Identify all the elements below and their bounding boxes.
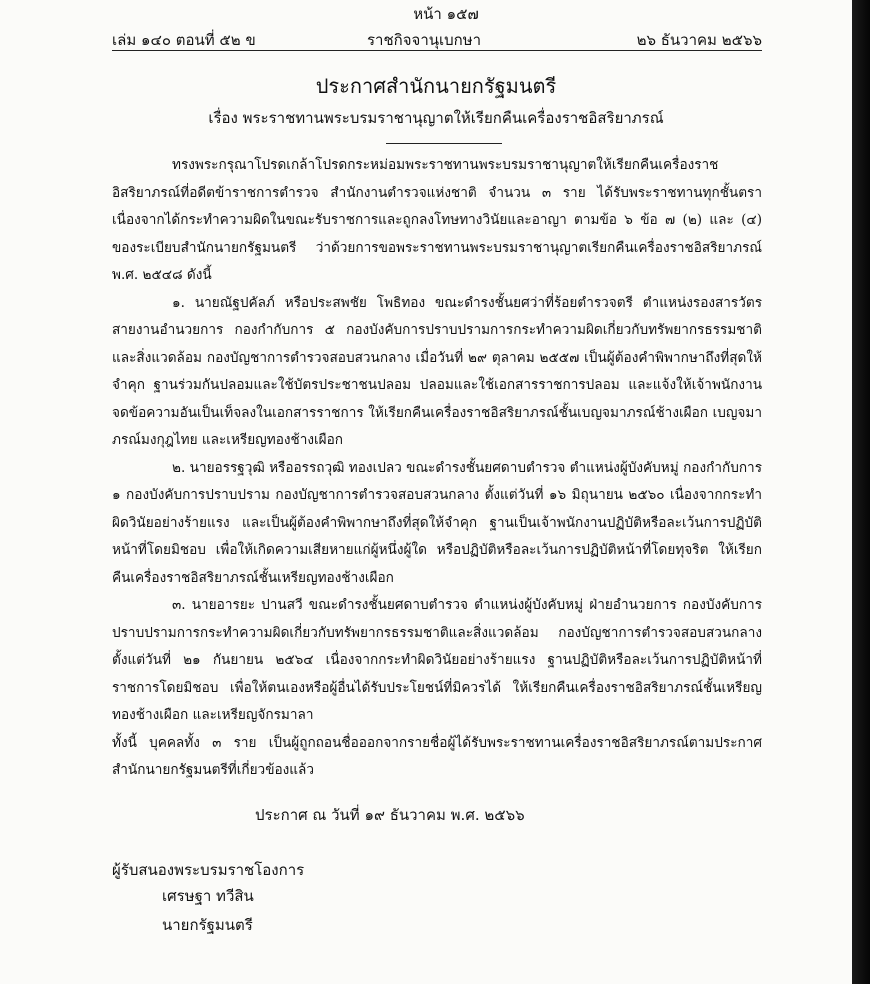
proclamation-date: ประกาศ ณ วันที่ ๑๙ ธันวาคม พ.ศ. ๒๕๖๖: [255, 806, 525, 824]
screen-edge: [852, 0, 870, 984]
item-3-paragraph: ๓. นายอารยะ ปานสวี ขณะดำรงชั้นยศดาบตำรวจ ตำแหน่งผู้บังคับหมู่ ฝ่ายอำนวยการ กองบังคับการปราบปรามการกระทำความผิดเกี่ยวกับทรัพยากรธรรมชาติและสิ่งแวดล้อม กองบัญชาการตำรวจสอบสวนกลาง ตั้งแต่วันที่ ๒๑ กันยายน ๒๕๖๔ เนื่องจากกระทำผิดวินัยอย่างร้ายแรง ฐานปฏิบัติหรือละเว้นการปฏิบัติหน้าที่ราชการโดยมิชอบ เพื่อให้ตนเองหรือผู้อื่นได้รับประโยชน์ที่มิควรได้ ให้เรียกคืนเครื่องราชอิสริยาภรณ์ชั้นเหรียญทองช้างเผือก และเหรียญจักรมาลา: [112, 597, 762, 723]
gazette-header: [112, 28, 762, 51]
gazette-name: ราชกิจจานุเบกษา: [367, 31, 482, 49]
closing-paragraph: ทั้งนี้ บุคคลทั้ง ๓ ราย เป็นผู้ถูกถอนชื่อออกจากรายชื่อผู้ได้รับพระราชทานเครื่องราชอิสริยาภรณ์ตามประกาศสำนักนายกรัฐมนตรีที่เกี่ยวข้องแล้ว: [112, 734, 762, 778]
item-1-paragraph: ๑. นายณัฐปคัลภ์ หรือประสพชัย โพธิทอง ขณะดำรงชั้นยศว่าที่ร้อยตำรวจตรี ตำแหน่งรองสารวัตร สายงานอำนวยการ กองกำกับการ ๕ กองบังคับการปราบปรามการกระทำความผิดเกี่ยวกับทรัพยากรธรรมชาติและสิ่งแวดล้อม กองบัญชาการตำรวจสอบสวนกลาง เมื่อวันที่ ๒๙ ตุลาคม ๒๕๕๗ เป็นผู้ต้องคำพิพากษาถึงที่สุดให้จำคุก ฐานร่วมกันปลอมและใช้บัตรประชาชนปลอม ปลอมและใช้เอกสารราชการปลอม และแจ้งให้เจ้าพนักงานจดข้อความอันเป็นเท็จลงในเอกสารราชการ ให้เรียกคืนเครื่องราชอิสริยาภรณ์ชั้นเบญจมาภรณ์ช้างเผือก เบญจมาภรณ์มงกุฎไทย และเหรียญทองช้างเผือก: [112, 294, 762, 448]
page-number: หน้า ๑๕๗: [413, 5, 479, 23]
document-title: ประกาศสำนักนายกรัฐมนตรี: [315, 74, 557, 98]
intro-paragraph: ทรงพระกรุณาโปรดเกล้าโปรดกระหม่อมพระราชทานพระบรมราชานุญาตให้เรียกคืนเครื่องราชอิสริยาภรณ์ที่อดีตข้าราชการตำรวจ สำนักงานตำรวจแห่งชาติ จำนวน ๓ ราย ได้รับพระราชทานทุกชั้นตรา เนื่องจากได้กระทำความผิดในขณะรับราชการและถูกลงโทษทางวินัยและอาญา ตามข้อ ๖ ข้อ ๗ (๒) และ (๔) ของระเบียบสำนักนายกรัฐมนตรี ว่าด้วยการขอพระราชทานพระบรมราชานุญาตเรียกคืนเครื่องราชอิสริยาภรณ์ พ.ศ. ๒๕๔๘ ดังนี้: [112, 157, 762, 283]
item-2-paragraph: ๒. นายอรรฐวุฒิ หรืออรรถวุฒิ ทองเปลว ขณะดำรงชั้นยศดาบตำรวจ ตำแหน่งผู้บังคับหมู่ กองกำกับการ ๑ กองบังคับการปราบปราม กองบัญชาการตำรวจสอบสวนกลาง ตั้งแต่วันที่ ๑๖ มิถุนายน ๒๕๖๐ เนื่องจากกระทำผิดวินัยอย่างร้ายแรง และเป็นผู้ต้องคำพิพากษาถึงที่สุดให้จำคุก ฐานเป็นเจ้าพนักงานปฏิบัติหรือละเว้นการปฏิบัติหน้าที่โดยมิชอบ เพื่อให้เกิดความเสียหายแก่ผู้หนึ่งผู้ใด หรือปฏิบัติหรือละเว้นการปฏิบัติหน้าที่โดยทุจริต ให้เรียกคืนเครื่องราชอิสริยาภรณ์ชั้นเหรียญทองช้างเผือก: [112, 459, 762, 586]
document-body: [112, 152, 762, 785]
document-subject: เรื่อง พระราชทานพระบรมราชานุญาตให้เรียกคืนเครื่องราชอิสริยาภรณ์: [208, 109, 664, 127]
title-divider: [386, 143, 502, 144]
signatory-name: เศรษฐา ทวีสิน: [162, 887, 254, 905]
header-date: ๒๖ ธันวาคม ๒๕๖๖: [636, 31, 762, 49]
signatory-position: นายกรัฐมนตรี: [162, 916, 253, 934]
volume-issue: เล่ม ๑๔๐ ตอนที่ ๕๒ ข: [112, 31, 256, 49]
countersign-role: ผู้รับสนองพระบรมราชโองการ: [112, 861, 305, 879]
